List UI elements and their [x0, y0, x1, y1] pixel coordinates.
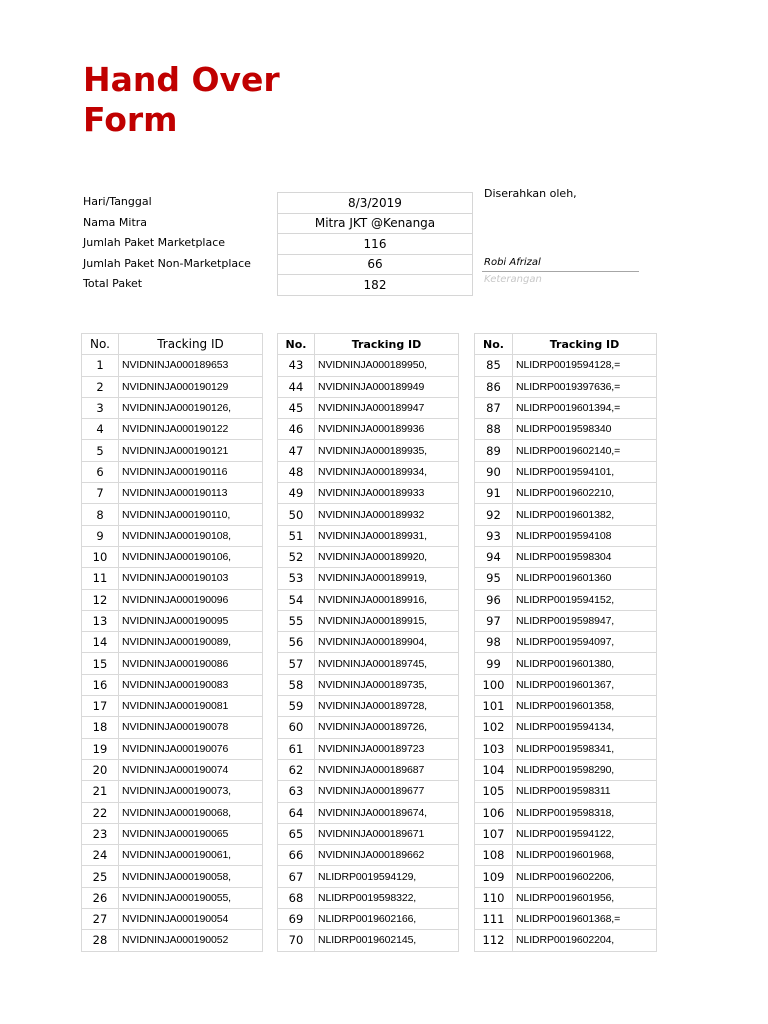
table-row	[278, 504, 459, 525]
tracking-id-cell: NLIDRP0019602204,	[513, 930, 657, 951]
table-row	[278, 568, 459, 589]
table-row	[278, 887, 459, 908]
tracking-id-cell: NLIDRP0019601367,	[513, 674, 657, 695]
table-row	[278, 440, 459, 461]
tracking-id-cell: NLIDRP0019598947,	[513, 610, 657, 631]
table-row	[82, 738, 263, 759]
tracking-id-cell: NVIDNINJA000190116	[119, 461, 263, 482]
table-header-row	[278, 334, 459, 355]
tracking-id-cell: NLIDRP0019598290,	[513, 759, 657, 780]
tracking-id-cell: NVIDNINJA000189919,	[315, 568, 459, 589]
row-number: 13	[82, 610, 119, 631]
table-row	[475, 802, 657, 823]
tracking-id-cell: NVIDNINJA000190103	[119, 568, 263, 589]
tracking-id-cell: NVIDNINJA000190110,	[119, 504, 263, 525]
row-number: 12	[82, 589, 119, 610]
tracking-id-cell: NVIDNINJA000189932	[315, 504, 459, 525]
tracking-id-cell: NVIDNINJA000190074	[119, 759, 263, 780]
tracking-id-cell: NLIDRP0019598341,	[513, 738, 657, 759]
tracking-id-cell: NVIDNINJA000189662	[315, 845, 459, 866]
table-row	[82, 546, 263, 567]
row-number: 68	[278, 887, 315, 908]
row-number: 24	[82, 845, 119, 866]
row-number: 48	[278, 461, 315, 482]
tracking-id-cell: NVIDNINJA000189936	[315, 419, 459, 440]
table-row	[278, 866, 459, 887]
tracking-id-cell: NVIDNINJA000190126,	[119, 397, 263, 418]
table-row	[278, 674, 459, 695]
row-number: 26	[82, 887, 119, 908]
table-row	[475, 738, 657, 759]
row-number: 99	[475, 653, 513, 674]
row-number: 96	[475, 589, 513, 610]
tracking-id-cell: NVIDNINJA000190078	[119, 717, 263, 738]
row-number: 57	[278, 653, 315, 674]
label-total: Total Paket	[83, 277, 143, 290]
row-number: 109	[475, 866, 513, 887]
tracking-id-cell: NLIDRP0019598304	[513, 546, 657, 567]
table-row	[82, 866, 263, 887]
tracking-id-cell: NLIDRP0019601380,	[513, 653, 657, 674]
tracking-id-cell: NLIDRP0019601360	[513, 568, 657, 589]
column-header-no: No.	[82, 334, 119, 355]
tracking-id-cell: NLIDRP0019594101,	[513, 461, 657, 482]
tracking-id-cell: NLIDRP0019598340	[513, 419, 657, 440]
row-number: 21	[82, 781, 119, 802]
tracking-id-cell: NVIDNINJA000189726,	[315, 717, 459, 738]
tracking-id-cell: NLIDRP0019594128,=	[513, 355, 657, 376]
tracking-id-cell: NLIDRP0019598322,	[315, 887, 459, 908]
table-row	[82, 823, 263, 844]
table-row	[278, 376, 459, 397]
table-row	[278, 717, 459, 738]
table-row	[278, 419, 459, 440]
row-number: 92	[475, 504, 513, 525]
table-row	[82, 759, 263, 780]
table-row	[278, 355, 459, 376]
row-number: 90	[475, 461, 513, 482]
table-row	[475, 397, 657, 418]
table-row	[278, 909, 459, 930]
tracking-id-cell: NVIDNINJA000189916,	[315, 589, 459, 610]
value-marketplace-count: 116	[278, 234, 473, 255]
tracking-id-cell: NVIDNINJA000190106,	[119, 546, 263, 567]
label-date: Hari/Tanggal	[83, 195, 152, 208]
page-title	[83, 60, 280, 140]
table-row	[82, 376, 263, 397]
tracking-id-cell: NVIDNINJA000190081	[119, 696, 263, 717]
table-row	[278, 696, 459, 717]
column-header-tracking-id: Tracking ID	[315, 334, 459, 355]
row-number: 43	[278, 355, 315, 376]
tracking-id-cell: NVIDNINJA000190065	[119, 823, 263, 844]
column-header-tracking-id: Tracking ID	[513, 334, 657, 355]
table-row	[278, 461, 459, 482]
row-number: 100	[475, 674, 513, 695]
table-row	[278, 632, 459, 653]
row-number: 112	[475, 930, 513, 951]
row-number: 102	[475, 717, 513, 738]
tracking-table-3	[474, 333, 657, 952]
row-number: 22	[82, 802, 119, 823]
column-header-no: No.	[475, 334, 513, 355]
row-number: 88	[475, 419, 513, 440]
row-number: 1	[82, 355, 119, 376]
tracking-id-cell: NVIDNINJA000190061,	[119, 845, 263, 866]
tracking-id-cell: NLIDRP0019602145,	[315, 930, 459, 951]
table-row	[475, 823, 657, 844]
row-number: 108	[475, 845, 513, 866]
table-row	[82, 674, 263, 695]
tracking-id-cell: NLIDRP0019601394,=	[513, 397, 657, 418]
table-row	[82, 589, 263, 610]
tracking-id-cell: NVIDNINJA000190121	[119, 440, 263, 461]
tracking-rows	[475, 355, 657, 951]
tracking-id-cell: NLIDRP0019601368,=	[513, 909, 657, 930]
tracking-id-cell: NVIDNINJA000190095	[119, 610, 263, 631]
tracking-rows	[278, 355, 459, 951]
tracking-id-cell: NLIDRP0019598318,	[513, 802, 657, 823]
info-values-table	[277, 192, 473, 296]
row-number: 19	[82, 738, 119, 759]
label-partner: Nama Mitra	[83, 215, 148, 229]
tracking-id-cell: NVIDNINJA000189935,	[315, 440, 459, 461]
row-number: 101	[475, 696, 513, 717]
tracking-id-cell: NLIDRP0019594097,	[513, 632, 657, 653]
tracking-id-cell: NVIDNINJA000189933	[315, 483, 459, 504]
tracking-id-cell: NVIDNINJA000190083	[119, 674, 263, 695]
table-row	[475, 419, 657, 440]
row-number: 105	[475, 781, 513, 802]
table-row	[475, 845, 657, 866]
row-number: 107	[475, 823, 513, 844]
tracking-id-cell: NVIDNINJA000190129	[119, 376, 263, 397]
row-number: 58	[278, 674, 315, 695]
row-number: 15	[82, 653, 119, 674]
remarks-placeholder: Keterangan	[484, 274, 542, 285]
row-number: 110	[475, 887, 513, 908]
tracking-id-cell: NVIDNINJA000189931,	[315, 525, 459, 546]
tracking-id-cell: NVIDNINJA000190096	[119, 589, 263, 610]
row-number: 20	[82, 759, 119, 780]
tracking-id-cell: NVIDNINJA000190052	[119, 930, 263, 951]
row-number: 111	[475, 909, 513, 930]
tracking-id-cell: NVIDNINJA000190086	[119, 653, 263, 674]
row-number: 66	[278, 845, 315, 866]
row-number: 60	[278, 717, 315, 738]
tracking-id-cell: NLIDRP0019601358,	[513, 696, 657, 717]
row-number: 98	[475, 632, 513, 653]
table-row	[278, 930, 459, 951]
table-row	[475, 930, 657, 951]
row-number: 16	[82, 674, 119, 695]
table-row	[475, 461, 657, 482]
row-number: 23	[82, 823, 119, 844]
table-row	[278, 781, 459, 802]
table-row	[475, 440, 657, 461]
tracking-id-cell: NVIDNINJA000189947	[315, 397, 459, 418]
tracking-id-cell: NVIDNINJA000189723	[315, 738, 459, 759]
row-number: 18	[82, 717, 119, 738]
tracking-id-cell: NVIDNINJA000189687	[315, 759, 459, 780]
table-row	[475, 504, 657, 525]
table-row	[475, 610, 657, 631]
table-row	[475, 717, 657, 738]
row-number: 46	[278, 419, 315, 440]
row-number: 56	[278, 632, 315, 653]
table-row	[475, 866, 657, 887]
row-number: 87	[475, 397, 513, 418]
tracking-id-cell: NVIDNINJA000189677	[315, 781, 459, 802]
table-row	[475, 696, 657, 717]
tracking-id-cell: NVIDNINJA000189671	[315, 823, 459, 844]
table-row	[278, 589, 459, 610]
table-row	[475, 376, 657, 397]
row-number: 3	[82, 397, 119, 418]
table-row	[82, 568, 263, 589]
title-line-2: Form	[83, 100, 178, 139]
tracking-id-cell: NVIDNINJA000190089,	[119, 632, 263, 653]
row-number: 52	[278, 546, 315, 567]
tracking-id-cell: NLIDRP0019601382,	[513, 504, 657, 525]
tracking-id-cell: NLIDRP0019397636,=	[513, 376, 657, 397]
row-number: 9	[82, 525, 119, 546]
row-number: 95	[475, 568, 513, 589]
table-row	[82, 632, 263, 653]
table-row	[278, 823, 459, 844]
tracking-id-cell: NLIDRP0019601968,	[513, 845, 657, 866]
column-header-tracking-id: Tracking ID	[119, 334, 263, 355]
table-row	[82, 887, 263, 908]
tracking-id-cell: NVIDNINJA000189920,	[315, 546, 459, 567]
tracking-id-cell: NLIDRP0019594108	[513, 525, 657, 546]
row-number: 53	[278, 568, 315, 589]
table-row	[82, 930, 263, 951]
row-number: 2	[82, 376, 119, 397]
tracking-id-cell: NVIDNINJA000189745,	[315, 653, 459, 674]
table-row	[475, 781, 657, 802]
table-row	[278, 759, 459, 780]
row-number: 14	[82, 632, 119, 653]
row-number: 67	[278, 866, 315, 887]
table-row	[475, 909, 657, 930]
tracking-id-cell: NVIDNINJA000190055,	[119, 887, 263, 908]
value-total: 182	[278, 275, 473, 296]
row-number: 91	[475, 483, 513, 504]
row-number: 93	[475, 525, 513, 546]
table-row	[278, 845, 459, 866]
table-row	[82, 483, 263, 504]
row-number: 4	[82, 419, 119, 440]
label-marketplace-count: Jumlah Paket Marketplace	[83, 236, 226, 249]
label-non-marketplace-count: Jumlah Paket Non-Marketplace	[83, 256, 251, 270]
table-row	[475, 546, 657, 567]
handover-signer-name: Robi Afrizal	[482, 254, 639, 272]
value-non-marketplace-count: 66	[278, 254, 473, 275]
tracking-id-cell: NLIDRP0019594129,	[315, 866, 459, 887]
table-row	[82, 355, 263, 376]
tracking-id-cell: NLIDRP0019602140,=	[513, 440, 657, 461]
row-number: 44	[278, 376, 315, 397]
tracking-id-cell: NVIDNINJA000189950,	[315, 355, 459, 376]
tracking-id-cell: NLIDRP0019601956,	[513, 887, 657, 908]
tracking-id-cell: NVIDNINJA000190073,	[119, 781, 263, 802]
row-number: 65	[278, 823, 315, 844]
row-number: 45	[278, 397, 315, 418]
table-row	[278, 738, 459, 759]
row-number: 50	[278, 504, 315, 525]
table-row	[278, 483, 459, 504]
tracking-rows	[82, 355, 263, 951]
table-row	[278, 397, 459, 418]
row-number: 10	[82, 546, 119, 567]
tracking-id-cell: NVIDNINJA000189904,	[315, 632, 459, 653]
table-row	[82, 440, 263, 461]
tracking-id-cell: NVIDNINJA000190058,	[119, 866, 263, 887]
table-row	[278, 546, 459, 567]
value-date: 8/3/2019	[278, 193, 473, 214]
tracking-id-cell: NVIDNINJA000190113	[119, 483, 263, 504]
row-number: 8	[82, 504, 119, 525]
row-number: 49	[278, 483, 315, 504]
table-row	[278, 610, 459, 631]
table-row	[278, 802, 459, 823]
table-row	[475, 653, 657, 674]
row-number: 27	[82, 909, 119, 930]
column-header-no: No.	[278, 334, 315, 355]
table-row	[475, 674, 657, 695]
table-row	[82, 610, 263, 631]
table-row	[82, 845, 263, 866]
table-row	[82, 397, 263, 418]
tracking-id-cell: NLIDRP0019602210,	[513, 483, 657, 504]
tracking-table-2	[277, 333, 459, 952]
tracking-id-cell: NLIDRP0019594134,	[513, 717, 657, 738]
row-number: 86	[475, 376, 513, 397]
tracking-id-cell: NVIDNINJA000189735,	[315, 674, 459, 695]
table-row	[475, 355, 657, 376]
table-row	[475, 483, 657, 504]
row-number: 69	[278, 909, 315, 930]
table-header-row	[82, 334, 263, 355]
table-row	[82, 781, 263, 802]
row-number: 6	[82, 461, 119, 482]
row-number: 63	[278, 781, 315, 802]
title-line-1: Hand Over	[83, 60, 280, 99]
table-row	[82, 419, 263, 440]
row-number: 62	[278, 759, 315, 780]
table-row	[475, 632, 657, 653]
tracking-id-cell: NVIDNINJA000189674,	[315, 802, 459, 823]
table-row	[82, 909, 263, 930]
row-number: 55	[278, 610, 315, 631]
table-row	[82, 461, 263, 482]
tracking-id-cell: NVIDNINJA000190108,	[119, 525, 263, 546]
info-labels	[83, 192, 273, 295]
handover-by-label: Diserahkan oleh,	[484, 187, 577, 200]
tracking-id-cell: NVIDNINJA000190054	[119, 909, 263, 930]
tracking-id-cell: NVIDNINJA000189653	[119, 355, 263, 376]
row-number: 70	[278, 930, 315, 951]
tracking-id-cell: NVIDNINJA000189934,	[315, 461, 459, 482]
tracking-id-cell: NLIDRP0019594152,	[513, 589, 657, 610]
tracking-id-cell: NLIDRP0019598311	[513, 781, 657, 802]
table-row	[82, 653, 263, 674]
row-number: 5	[82, 440, 119, 461]
row-number: 28	[82, 930, 119, 951]
row-number: 106	[475, 802, 513, 823]
tracking-id-cell: NVIDNINJA000189915,	[315, 610, 459, 631]
tracking-id-cell: NVIDNINJA000189728,	[315, 696, 459, 717]
table-row	[82, 504, 263, 525]
table-header-row	[475, 334, 657, 355]
row-number: 7	[82, 483, 119, 504]
row-number: 104	[475, 759, 513, 780]
table-row	[82, 717, 263, 738]
table-row	[82, 802, 263, 823]
tracking-id-cell: NVIDNINJA000190076	[119, 738, 263, 759]
table-row	[82, 696, 263, 717]
table-row	[475, 525, 657, 546]
row-number: 59	[278, 696, 315, 717]
tracking-id-cell: NVIDNINJA000190122	[119, 419, 263, 440]
value-partner: Mitra JKT @Kenanga	[278, 213, 473, 234]
row-number: 97	[475, 610, 513, 631]
row-number: 61	[278, 738, 315, 759]
table-row	[278, 653, 459, 674]
table-row	[475, 568, 657, 589]
row-number: 51	[278, 525, 315, 546]
row-number: 89	[475, 440, 513, 461]
table-row	[475, 887, 657, 908]
row-number: 54	[278, 589, 315, 610]
tracking-id-cell: NLIDRP0019602206,	[513, 866, 657, 887]
row-number: 47	[278, 440, 315, 461]
tracking-id-cell: NVIDNINJA000190068,	[119, 802, 263, 823]
row-number: 64	[278, 802, 315, 823]
table-row	[475, 759, 657, 780]
row-number: 85	[475, 355, 513, 376]
tracking-table-1	[81, 333, 263, 952]
tracking-id-cell: NVIDNINJA000189949	[315, 376, 459, 397]
table-row	[475, 589, 657, 610]
table-row	[278, 525, 459, 546]
table-row	[82, 525, 263, 546]
row-number: 94	[475, 546, 513, 567]
row-number: 17	[82, 696, 119, 717]
tracking-id-cell: NLIDRP0019594122,	[513, 823, 657, 844]
row-number: 11	[82, 568, 119, 589]
row-number: 103	[475, 738, 513, 759]
tracking-id-cell: NLIDRP0019602166,	[315, 909, 459, 930]
row-number: 25	[82, 866, 119, 887]
